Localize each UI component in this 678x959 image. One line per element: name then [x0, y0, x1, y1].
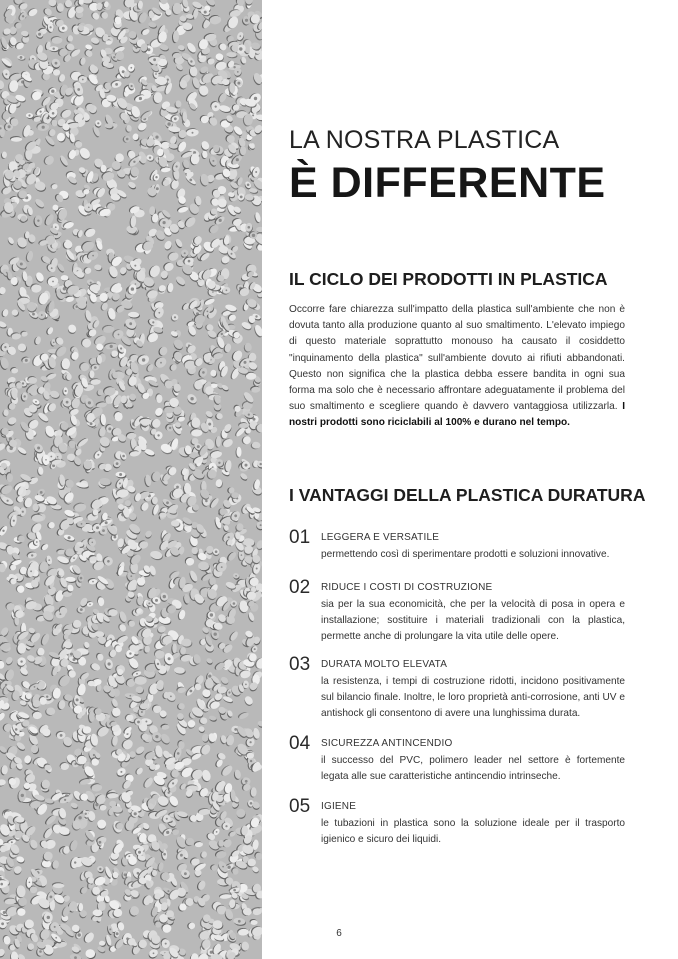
plastic-pellets-image: [0, 0, 262, 959]
advantage-number: 01: [289, 527, 311, 548]
advantage-text: permettendo così di sperimentare prodotti e soluzioni innovative.: [321, 549, 610, 560]
advantage-text: la resistenza, i tempi di costruzione ridotti, incidono positivamente sul bilancio finale. Inoltre, le loro proprietà anti-corrosione, anti UV e antishock gli consentono di avere una lunghissima durata.: [321, 676, 625, 720]
advantage-title: RIDUCE I COSTI DI COSTRUZIONE: [321, 582, 493, 593]
page-number: 6: [336, 928, 342, 939]
page-title-line2: È DIFFERENTE: [289, 159, 606, 207]
advantage-title: DURATA MOLTO ELEVATA: [321, 659, 448, 670]
advantage-number: 04: [289, 733, 311, 754]
section-heading-cycle: IL CICLO DEI PRODOTTI IN PLASTICA: [289, 269, 608, 289]
advantage-title: SICUREZZA ANTINCENDIO: [321, 738, 453, 749]
advantage-text: il successo del PVC, polimero leader nel settore è fortemente legata alle sue caratteristiche antincendio intrinseche.: [321, 755, 625, 783]
advantage-title: IGIENE: [321, 801, 357, 812]
advantage-title: LEGGERA E VERSATILE: [321, 532, 440, 543]
advantage-number: 05: [289, 796, 311, 817]
advantage-text: sia per la sua economicità, che per la velocità di posa in opera e installazione; sostituire i materiali tradizionali con la plastica, permette anche di prolungare la vita utile delle opere.: [321, 599, 625, 643]
cycle-paragraph-text: Occorre fare chiarezza sull'impatto della plastica sull'ambiente che non è dovuta tanto alla produzione quanto al suo smaltimento. L'elevato impiego di questo materiale soprattutto monouso ha causato il cosiddetto "inquinamento della plastica" sull'ambiente dovuto ai rifiuti abbandonati. Questo non significa che la plastica debba essere bandita in ogni sua forma ma solo che è necessario affrontare adeguatamente il problema del suo smaltimento e scegliere quando è davvero vantaggiosa utilizzarla.: [289, 304, 625, 413]
cycle-paragraph: [289, 302, 625, 432]
cycle-highlight: I nostri prodotti sono riciclabili al 100% e durano nel tempo.: [289, 401, 625, 429]
advantage-text: le tubazioni in plastica sono la soluzione ideale per il trasporto igienico e sicuro dei liquidi.: [321, 818, 625, 846]
page-title-line1: LA NOSTRA PLASTICA: [289, 126, 560, 154]
advantage-number: 03: [289, 654, 311, 675]
advantage-number: 02: [289, 577, 311, 598]
section-heading-advantages: I VANTAGGI DELLA PLASTICA DURATURA: [289, 485, 646, 505]
